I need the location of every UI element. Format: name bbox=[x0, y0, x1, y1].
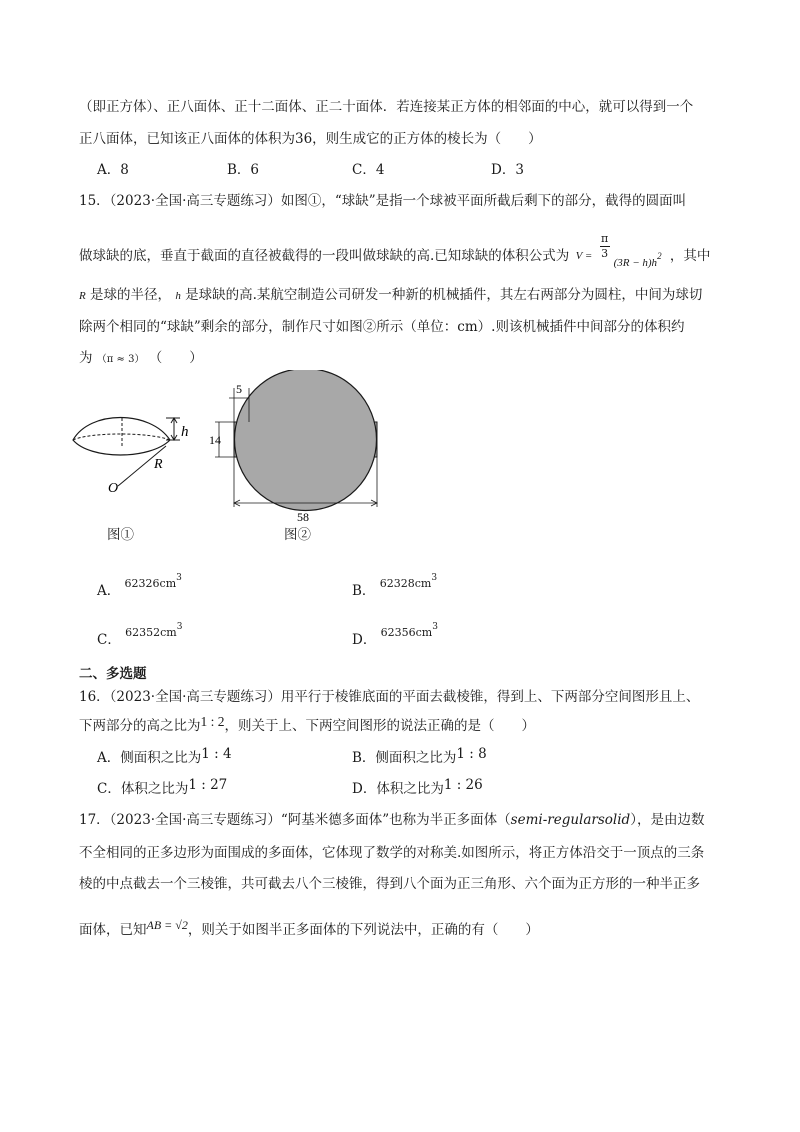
q17-line-4 bbox=[79, 920, 539, 940]
q15-line-2-tail: ，其中 bbox=[669, 248, 711, 264]
q17-line-1-tail: ），是由边数 bbox=[630, 812, 705, 828]
option-value bbox=[125, 622, 183, 639]
q15-option-d bbox=[352, 617, 438, 648]
dim-label-5: 5 bbox=[236, 382, 242, 396]
option-text: A．侧面积之比为 bbox=[97, 750, 202, 766]
formula-exponent: 2 bbox=[657, 251, 662, 261]
q14-option-b: B．6 bbox=[227, 162, 260, 178]
q14-line-2: 正八面体，已知该正八面体的体积为36，则生成它的正方体的棱长为（ ） bbox=[79, 131, 542, 147]
option-unit-exp: 3 bbox=[432, 622, 438, 632]
var-h: h bbox=[175, 290, 181, 302]
q17-line-3: 棱的中点截去一个三棱锥，共可截去八个三棱锥，得到八个面为正三角形、六个面为正方形的一种半正多 bbox=[79, 876, 700, 892]
formula-fraction bbox=[600, 232, 610, 261]
ab-equals-root-2: AB = √2 bbox=[146, 918, 188, 932]
figure-1-caption: 图① bbox=[107, 527, 134, 543]
q15-line-5 bbox=[79, 348, 203, 370]
q15-option-a bbox=[97, 568, 182, 599]
option-ratio: 1 : 4 bbox=[201, 746, 232, 762]
q16-line-2-text: 下两部分的高之比为 bbox=[79, 718, 201, 734]
sphere-body bbox=[235, 370, 377, 511]
q14-option-c: C．4 bbox=[352, 162, 385, 178]
option-value bbox=[124, 573, 182, 590]
q17-line-1-text: 17．（2023·全国·高三专题练习）“阿基米德多面体”也称为半正多面体（ bbox=[79, 812, 511, 828]
option-text: B．侧面积之比为 bbox=[352, 750, 457, 766]
section-title-multiple-choice: 二、多选题 bbox=[79, 666, 147, 682]
q15-line-3-b: 是球缺的高.某航空制造公司研发一种新的机械插件，其左右两部分为圆柱，中间为球切 bbox=[185, 287, 703, 303]
figure-1-spherical-cap bbox=[70, 400, 200, 500]
q15-option-b bbox=[352, 568, 438, 599]
volume-formula bbox=[574, 232, 666, 269]
q14-line-1: （即正方体）、正八面体、正十二面体、正二十面体．若连接某正方体的相邻面的中心，就可以得到一个 bbox=[79, 99, 694, 115]
option-ratio: 1 : 8 bbox=[456, 746, 487, 762]
figure-2-machine-part bbox=[205, 370, 390, 525]
q16-line-1: 16．（2023·全国·高三专题练习）用平行于棱锥底面的平面去截棱锥，得到上、下两部分空间图形且上、 bbox=[79, 689, 700, 705]
option-number: 62328cm bbox=[379, 577, 432, 590]
option-letter: A． bbox=[97, 583, 121, 599]
q16-line-2 bbox=[79, 716, 535, 736]
formula-lhs: V = bbox=[575, 250, 593, 262]
q16-option-d bbox=[352, 779, 483, 799]
q15-line-1: 15．（2023·全国·高三专题练习）如图①，“球缺”是指一个球被平面所截后剩下的部分，截得的圆面叫 bbox=[79, 193, 687, 209]
q15-line-2 bbox=[79, 232, 711, 269]
option-letter: B． bbox=[352, 583, 376, 599]
label-h: h bbox=[181, 424, 189, 440]
option-unit-exp: 3 bbox=[176, 622, 183, 632]
option-unit-exp: 3 bbox=[431, 573, 438, 583]
option-value bbox=[379, 573, 438, 590]
option-value bbox=[380, 622, 438, 639]
q16-option-b bbox=[352, 748, 487, 768]
q15-option-c bbox=[97, 617, 183, 648]
label-R: R bbox=[154, 457, 163, 472]
formula-pi: π bbox=[600, 232, 609, 245]
q15-line-3 bbox=[79, 285, 702, 306]
q14-option-a: A．8 bbox=[97, 162, 129, 178]
q14-option-d: D．3 bbox=[491, 162, 524, 178]
q17-line-4-text: 面体，已知 bbox=[79, 922, 147, 938]
formula-den: 3 bbox=[601, 247, 609, 260]
q15-line-2-text: 做球缺的底，垂直于截面的直径被截得的一段叫做球缺的高.已知球缺的体积公式为 bbox=[79, 248, 570, 264]
dim-label-58: 58 bbox=[297, 510, 309, 524]
option-ratio: 1 : 26 bbox=[443, 777, 483, 793]
term-semi-regular-solid: semi-regularsolid bbox=[510, 812, 631, 828]
var-R: R bbox=[79, 290, 86, 302]
q17-line-2: 不全相同的正多边形为面围成的多面体，它体现了数学的对称美.如图所示，将正方体沿交于一顶点的三条 bbox=[79, 845, 705, 861]
q15-line-5-b: （ ） bbox=[148, 350, 203, 366]
option-letter: D． bbox=[352, 632, 377, 648]
q16-option-c bbox=[97, 779, 227, 799]
formula-rest bbox=[614, 246, 662, 273]
q15-line-3-a: 是球的半径， bbox=[90, 287, 172, 303]
option-unit-exp: 3 bbox=[176, 573, 182, 583]
option-text: D．体积之比为 bbox=[352, 781, 444, 797]
option-text: C．体积之比为 bbox=[97, 781, 189, 797]
ratio-1-2: 1 : 2 bbox=[200, 714, 225, 729]
q17-line-1 bbox=[79, 810, 704, 830]
label-O: O bbox=[108, 481, 119, 496]
q16-option-a bbox=[97, 748, 232, 768]
q16-line-2-tail: ，则关于上、下两空间图形的说法正确的是（ ） bbox=[224, 718, 536, 734]
figure-2-caption: 图② bbox=[284, 527, 311, 543]
pi-approx: （π ≈ 3） bbox=[96, 354, 145, 365]
q15-line-4: 除两个相同的“球缺”剩余的部分，制作尺寸如图②所示（单位：cm）.则该机械插件中间部分的体积约 bbox=[79, 319, 685, 335]
q17-line-4-tail: ，则关于如图半正多面体的下列说法中，正确的有（ ） bbox=[187, 922, 539, 938]
option-number: 62356cm bbox=[380, 626, 433, 639]
option-number: 62326cm bbox=[124, 577, 177, 590]
q15-line-5-a: 为 bbox=[79, 350, 93, 366]
dim-label-14: 14 bbox=[209, 433, 221, 447]
option-number: 62352cm bbox=[125, 626, 177, 639]
option-ratio: 1 : 27 bbox=[188, 777, 228, 793]
option-letter: C． bbox=[97, 632, 121, 648]
formula-body: (3R − h)h bbox=[613, 257, 658, 269]
